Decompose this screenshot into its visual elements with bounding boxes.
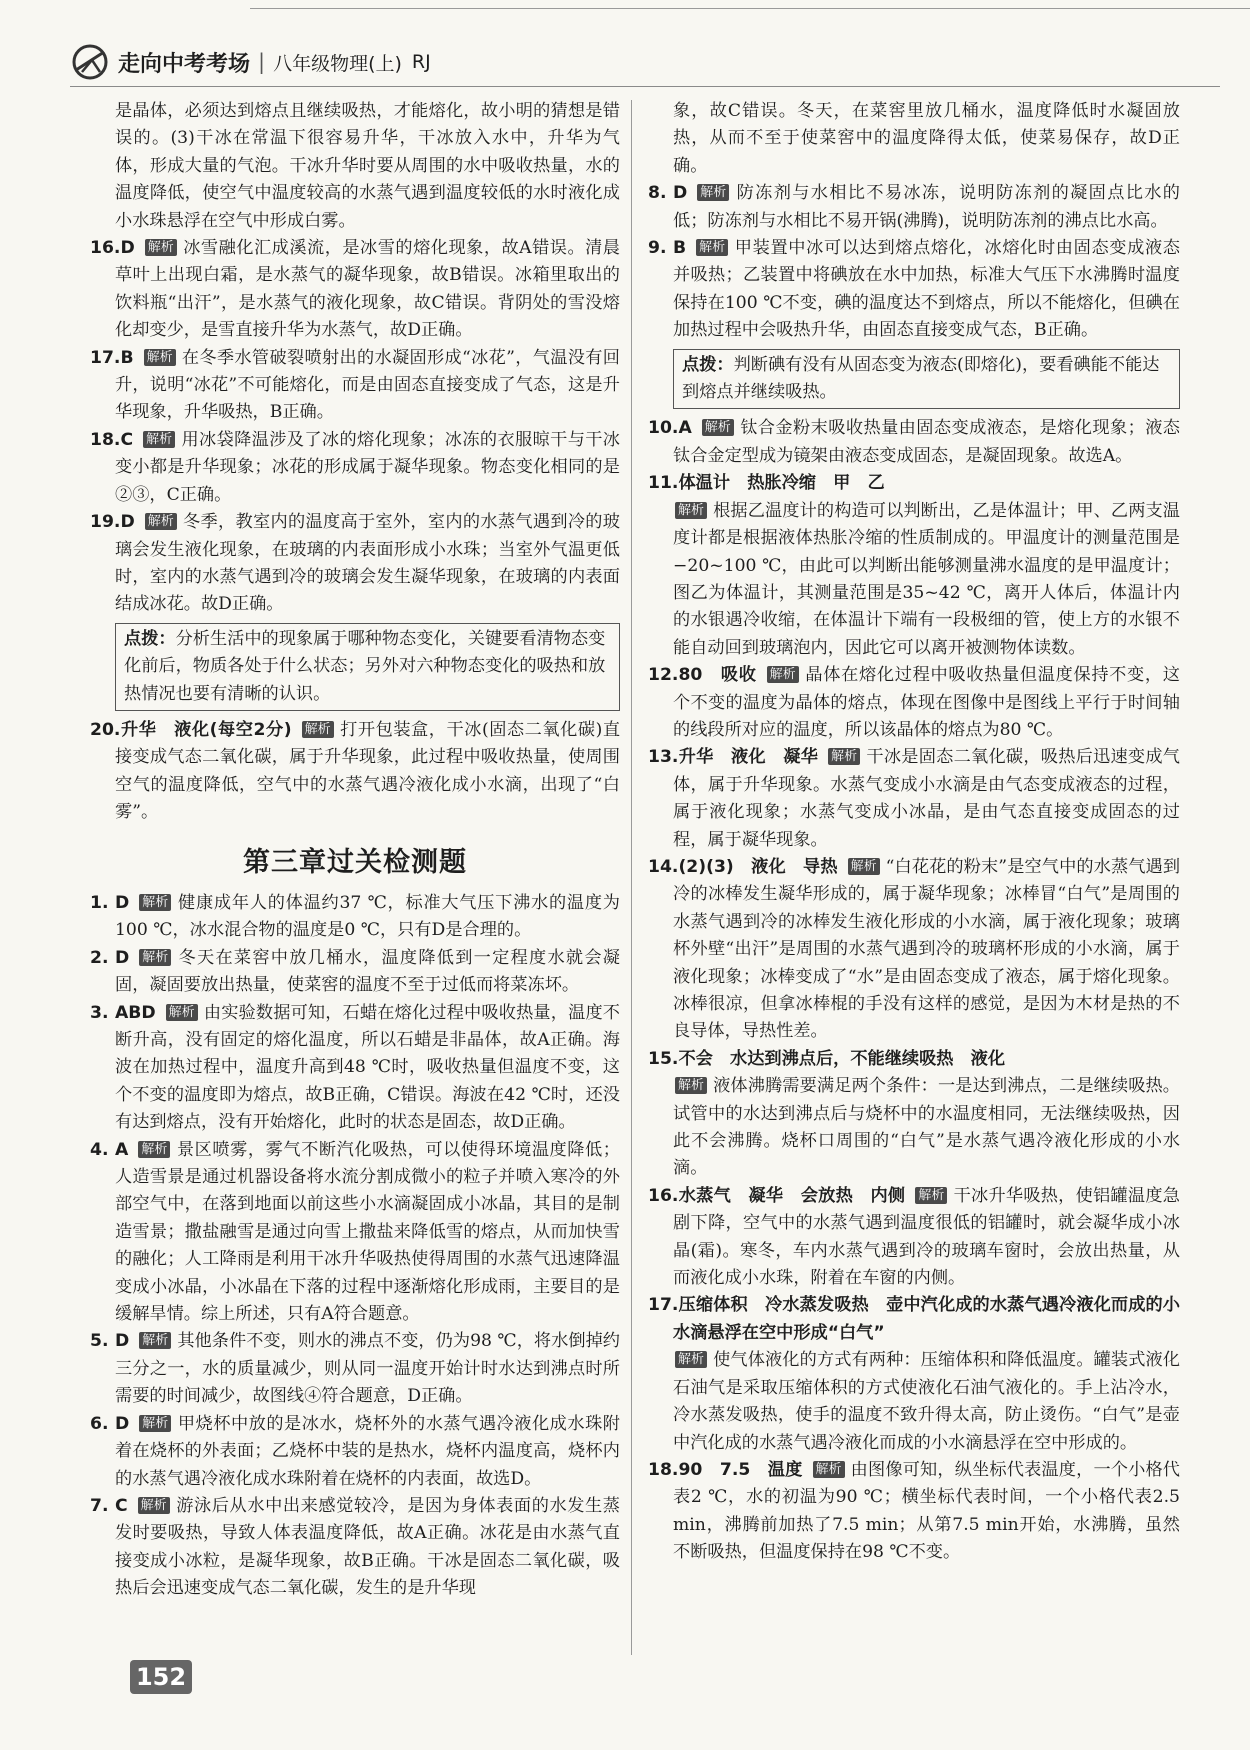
answer-item: 12.80 吸收 解析 晶体在熔化过程中吸收热量但温度保持不变，这个不变的温度为晶体的熔点，体现在图像中是图线上平行于时间轴的线段所对应的温度，所以该晶体的熔点为80 ℃。	[648, 665, 1180, 740]
page-header	[70, 42, 431, 82]
answer-item: 1. D 解析 健康成年人的体温约37 ℃，标准大气压下沸水的温度为100 ℃，冰水混合物的温度是0 ℃，只有D是合理的。	[90, 892, 620, 941]
header-rule	[70, 86, 1220, 87]
answer-item: 4. A 解析 景区喷雾，雾气不断汽化吸热，可以使得环境温度降低；人造雪景是通过机器设备将水流分割成微小的粒子并喷入寒冷的外部空气中，在落到地面以前这些小水滴凝固成小冰晶，其目的是制造雪景；撒盐融雪是通过向雪上撒盐来降低雪的熔点，从而加快雪的融化；人工降雨是利用干冰升华吸热使得周围的水蒸气迅速降温变成小冰晶，小冰晶在下落的过程中逐渐熔化形成雨，主要目的是缓解旱情。综上所述，只有A符合题意。	[90, 1139, 620, 1325]
brand-name: 走向中考考场	[118, 51, 251, 77]
answer-item: 17.压缩体积 冷水蒸发吸热 壶中汽化成的水蒸气遇冷液化而成的小水滴悬浮在空中形成“白气” 解析 使气体液化的方式有两种：压缩体积和降低温度。罐装式液化石油气是采取压缩体积的方式使液化石油气液化的。手上沾冷水，冷水蒸发吸热，使手的温度不致升得太高，防止烫伤。“白气”是壶中汽化成的水蒸气遇冷液化而成的小水滴悬浮在空中形成的。	[648, 1295, 1180, 1453]
answer-item: 17.B 解析 在冬季水管破裂喷射出的水凝固形成“冰花”，气温没有回升，说明“冰花”不可能熔化，而是由固态直接变成了气态，这是升华现象，升华吸热，B正确。	[90, 347, 620, 423]
answer-item: 7. C 解析 游泳后从水中出来感觉较冷，是因为身体表面的水发生蒸发时要吸热，导致人体表温度降低，故A正确。冰花是由水蒸气直接变成小冰粒，是凝华现象，故B正确。干冰是固态二氧化碳，吸热后会迅速变成气态二氧化碳，发生的是升华现	[90, 1495, 620, 1599]
answer-item: 18.90 7.5 温度 解析 由图像可知，纵坐标代表温度，一个小格代表2 ℃，水的初温为90 ℃；横坐标代表时间，一个小格代表2.5 min，沸腾前加热了7.5 min；从第7.5 min开始，水沸腾，虽然不断吸热，但温度保持在98 ℃不变。	[648, 1459, 1180, 1563]
answer-item: 16.水蒸气 凝华 会放热 内侧 解析 干冰升华吸热，使铝罐温度急剧下降，空气中的水蒸气遇到温度很低的铝罐时，就会凝华成小冰晶(霜)。寒冬，车内水蒸气遇到冷的玻璃车窗时，会放出热量，从而液化成小水珠，附着在车窗的内侧。	[648, 1185, 1180, 1289]
header-separator: |	[258, 50, 266, 74]
continued-paragraph: 象，故C错误。冬天，在菜窖里放几桶水，温度降低时水凝固放热，从而不至于使菜窖中的温度降得太低，使菜易保存，故D正确。	[673, 101, 1180, 176]
continued-paragraph: 是晶体，必须达到熔点且继续吸热，才能熔化，故小明的猜想是错误的。(3)干冰在常温下很容易升华，干冰放入水中，升华为气体，形成大量的气泡。干冰升华时要从周围的水中吸收热量，水的温度降低，使空气中温度较高的水蒸气遇到温度较低的水时液化成小水珠悬浮在空气中形成白雾。	[115, 101, 620, 231]
answer-item: 19.D 解析 冬季，教室内的温度高于室外，室内的水蒸气遇到冷的玻璃会发生液化现象，在玻璃的内表面形成小水珠；当室外气温更低时，室内的水蒸气遇到冷的玻璃会发生凝华现象，在玻璃的内表面结成冰花。故D正确。	[90, 512, 620, 615]
tip-box-wrapper	[90, 623, 620, 711]
answer-item: 16.D 解析 冰雪融化汇成溪流，是冰雪的熔化现象，故A错误。清晨草叶上出现白霜，是水蒸气的凝华现象，故B错误。冰箱里取出的饮料瓶“出汗”，是水蒸气的液化现象，故C错误。背阴处的雪没熔化却变少，是雪直接升华为水蒸气，故D正确。	[90, 238, 620, 341]
top-edge-line	[250, 8, 1250, 9]
answer-item: 9. B 解析 甲装置中冰可以达到熔点熔化，冰熔化时由固态变成液态并吸热；乙装置中将碘放在水中加热，标准大气压下水沸腾时温度保持在100 ℃不变，碘的温度达不到熔点，所以不能熔化，但碘在加热过程中会吸热升华，由固态直接变成气态，B正确。	[648, 238, 1180, 341]
edition-label: RJ	[411, 51, 431, 73]
answer-item: 18.C 解析 用冰袋降温涉及了冰的熔化现象；冰冻的衣服晾干与干冰变小都是升华现象；冰花的形成属于凝华现象。物态变化相同的是②③，C正确。	[90, 429, 620, 505]
answer-item: 5. D 解析 其他条件不变，则水的沸点不变，仍为98 ℃，将水倒掉约三分之一，水的质量减少，则从同一温度开始计时水达到沸点时所需要的时间减少，故图线④符合题意，D正确。	[90, 1331, 620, 1407]
column-divider	[631, 100, 632, 1655]
tip-box: 点拨：分析生活中的现象属于哪种物态变化，关键要看清物态变化前后，物质各处于什么状态；另外对六种物态变化的吸热和放热情况也要有清晰的认识。	[115, 623, 620, 711]
answer-item: 10.A 解析 钛合金粉末吸收热量由固态变成液态，是熔化现象；液态钛合金定型成为镜架由液态变成固态，是凝固现象。故选A。	[648, 418, 1180, 466]
book-grade: 八年级物理(上)	[273, 52, 402, 75]
answer-item: 15.不会 水达到沸点后，不能继续吸热 液化 解析 液体沸腾需要满足两个条件：一是达到沸点，二是继续吸热。试管中的水达到沸点后与烧杯中的水温度相同，无法继续吸热，因此不会沸腾。烧杯口周围的“白气”是水蒸气遇冷液化形成的小水滴。	[648, 1048, 1180, 1179]
tip-box-wrapper	[648, 349, 1180, 410]
answer-item: 8. D 解析 防冻剂与水相比不易冰冻，说明防冻剂的凝固点比水的低；防冻剂与水相比不易开锅(沸腾)，说明防冻剂的沸点比水高。	[648, 183, 1180, 231]
left-column	[90, 98, 620, 1603]
answer-item: 13.升华 液化 凝华 解析 干冰是固态二氧化碳，吸热后迅速变成气体，属于升华现象。水蒸气变成小水滴是由气态变成液态的过程，属于液化现象；水蒸气变成小冰晶，是由气态直接变成固态的过程，属于凝华现象。	[648, 747, 1180, 850]
answer-item: 6. D 解析 甲烧杯中放的是冰水，烧杯外的水蒸气遇冷液化成水珠附着在烧杯的外表面；乙烧杯中装的是热水，烧杯内温度高，烧杯内的水蒸气遇冷液化成水珠附着在烧杯的内表面，故选D。	[90, 1413, 620, 1489]
tip-box: 点拨：判断碘有没有从固态变为液态(即熔化)，要看碘能不能达到熔点并继续吸热。	[673, 349, 1180, 410]
answer-item: 2. D 解析 冬天在菜窖中放几桶水，温度降低到一定程度水就会凝固，凝固要放出热量，使菜窖的温度不至于过低而将菜冻坏。	[90, 947, 620, 996]
brand-logo-icon	[70, 42, 110, 82]
answer-item: 3. ABD 解析 由实验数据可知，石蜡在熔化过程中吸收热量，温度不断升高，没有固定的熔化温度，所以石蜡是非晶体，故A正确。海波在加热过程中，温度升高到48 ℃时，吸收热量但温度不变，这个不变的温度即为熔点，故B正确，C错误。海波在42 ℃时，还没有达到熔点，没有开始熔化，此时的状态是固态，故D正确。	[90, 1002, 620, 1133]
answer-item: 11.体温计 热胀冷缩 甲 乙 解析 根据乙温度计的构造可以判断出，乙是体温计；甲、乙两支温度计都是根据液体热胀冷缩的性质制成的。甲温度计的测量范围是 −20~100 ℃，由此可以判断出能够测量沸水温度的是甲温度计；图乙为体温计，其测量范围是35~42 ℃，离开人体后，体温计内的水银遇冷收缩，在体温计下端有一段极细的管，使上方的水银不能自动回到玻璃泡内，因此它可以离开被测物体读数。	[648, 473, 1180, 658]
answer-item: 20.升华 液化(每空2分) 解析 打开包装盒，干冰(固态二氧化碳)直接变成气态二氧化碳，属于升华现象，此过程中吸收热量，使周围空气的温度降低，空气中的水蒸气遇冷液化成小水滴，出现了“白雾”。	[90, 719, 621, 823]
chapter-title: 第三章过关检测题	[243, 846, 467, 878]
page-number: 152	[130, 1660, 192, 1694]
right-column	[648, 98, 1180, 1567]
answer-item: 14.(2)(3) 液化 导热 解析 “白花花的粉末”是空气中的水蒸气遇到冷的冰棒发生凝华形成的，属于凝华现象；冰棒冒“白气”是周围的水蒸气遇到冷的冰棒发生液化形成的小水滴，属于液化现象；玻璃杯外壁“出汗”是周围的水蒸气遇到冷的玻璃杯形成的小水滴，属于液化现象；冰棒变成了“水”是由固态变成了液态，属于熔化现象。冰棒很凉，但拿冰棒棍的手没有这样的感觉，是因为木材是热的不良导体，导热性差。	[648, 856, 1181, 1042]
